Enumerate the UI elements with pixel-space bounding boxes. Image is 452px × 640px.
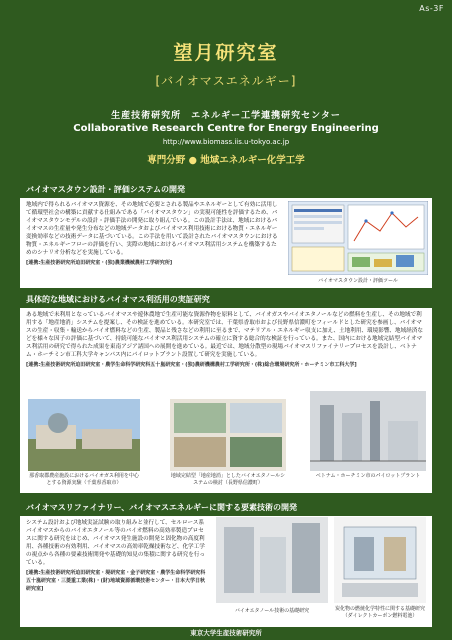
figure-caption: バイオマスタウン設計・評価ツール bbox=[318, 278, 398, 284]
biomass-town-tool-figure bbox=[288, 201, 428, 275]
section-heading: バイオマスタウン設計・評価システムの開発 bbox=[20, 181, 432, 198]
section-body bbox=[26, 519, 206, 593]
english-name: Collaborative Research Centre for Energy Engineering bbox=[73, 123, 379, 134]
section-element-technology bbox=[20, 499, 432, 627]
figure-caption: 地域完結型「地産地消」としたバイオエタノールシステムの検討（長野県信濃町） bbox=[170, 473, 286, 486]
section-body-text: システム設計および地域実証試験の取り組みと並行して、セルロース系バイオマスからのバイオエタノール等のバイオ燃料の高効率製造プロセスに関する研究をはじめ、バイオマス発生施設の開発と固化物の高度利用、各種技術の有効利用、バイオマスの高効率乾燥技術など、化学工学の視点から各種の要素技術開発や基礎的知見の集積に関する研究を行っている。 bbox=[26, 520, 206, 566]
figure-caption: 那香取郡農産施設におけるバイオガス利用を中心とする資源実験（千葉県香取市） bbox=[29, 473, 139, 486]
page-code: As-3F bbox=[419, 4, 444, 13]
section-credit: [連携:生産技術研究所迫田研究室・農学生命科学研究科五十嵐研究室・(独)農研機構農村工学研究所・(株)総合環境研究所・ホーチミン市工科大学] bbox=[26, 362, 357, 368]
section-body-text: ある地域で未利用となっているバイオマスや遊休農地で生産可能な資源作物を原料として、バイオガスやバイオエタノールなどの燃料を生産し、その地域で利用する「地産地消」システムを提案し、その検証を進めている。本研究室では、千葉県香取市および長野県信濃町をフィールドとした研究を参画し、バイオマスの生産・収集・輸送からバイオ燃料などの生産、製品と残さなどの利用に至るまで、マテリアル・エネルギー収支に加え、土地利用、環境影響、地域経済などを様々な因子の評価に基づいて、持続可能なバイオマス利活用システムの確立に資する総合的な検証を行っている。また、国内における地域完結型バイオマス利活用の研究で得られた成果を東南アジア諸国への展開を進めている。最近では、地域分散型の現場バイオマスリファイナリープロセスを設計し、ベトナム・ホーチミン市工科大学キャンパス内にパイロットプラント設置して研究を実施している。 bbox=[26, 312, 423, 358]
carbon-fuel-cell-figure bbox=[334, 517, 426, 603]
institute-name: 生産技術研究所 エネルギー工学連携研究センター bbox=[111, 111, 341, 121]
section-body-text: 地域内で得られるバイオマス資源を、その地域で必要とされる製品やエネルギーとして有効に活用して循環型社会の構築に貢献する仕組みである「バイオマスタウン」の実現可能性を評価するため、バイオマスタウンモデルの設計・評価手法の開発に取り組んでいる。この設計手法は、地域におけるバイオマスの生産量や発生分布などの地域データおよびバイオマス利用技術における物質・エネルギー変換効率などの技術データに基づいている。この手法を用いて設計されたバイオマスタウンにおける物質・エネルギーフローの評価を行い、実際の地域におけるバイオマス利活用システムを構築するためのシナリオ分析などを実施している。 bbox=[26, 202, 278, 256]
section-credit: [連携:生産技術研究所迫田研究室・(独)農業機械農村工学研究所] bbox=[26, 260, 173, 266]
research-field: 専門分野 ● 地域エネルギー化学工学 bbox=[147, 155, 305, 166]
bioethanol-lab-photo bbox=[216, 517, 328, 603]
page-subtitle: [バイオマスエネルギー] bbox=[155, 74, 297, 88]
footer: 東京大学生産技術研究所 bbox=[190, 629, 262, 637]
figure-caption: 炭化物の燃焼化学特性に関する基礎研究（ダイレクトカーボン燃料電池） bbox=[334, 606, 425, 619]
section-heading: バイオマスリファイナリー、バイオマスエネルギーに関する要素技術の開発 bbox=[20, 499, 432, 516]
section-biomass-town bbox=[20, 181, 432, 288]
section-credit: [連携:生産技術研究所迫田研究室・堤研究室・金子研究室・農学生命科学研究科五十嵐研究室・三菱重工業(株)・(財)地域資源循環技術センター・日本大学日秋研究室] bbox=[26, 570, 206, 592]
pilot-plant-photo bbox=[310, 391, 426, 471]
lab-url[interactable]: http://www.biomass.iis.u-tokyo.ac.jp bbox=[162, 138, 290, 146]
section-regional-demonstration bbox=[20, 291, 432, 493]
figure-caption: ベトナム・ホーチミン市のパイロットプラント bbox=[315, 473, 421, 479]
page-title: 望月研究室 bbox=[173, 42, 279, 64]
section-heading: 具体的な地域におけるバイオマス利活用の実証研究 bbox=[20, 291, 432, 308]
bioethanol-system-photo bbox=[170, 399, 286, 471]
section-body bbox=[26, 311, 426, 369]
figure-caption: バイオエタノール技術の基礎研究 bbox=[234, 608, 310, 614]
biogas-facility-photo bbox=[28, 399, 140, 471]
section-body bbox=[26, 201, 282, 267]
